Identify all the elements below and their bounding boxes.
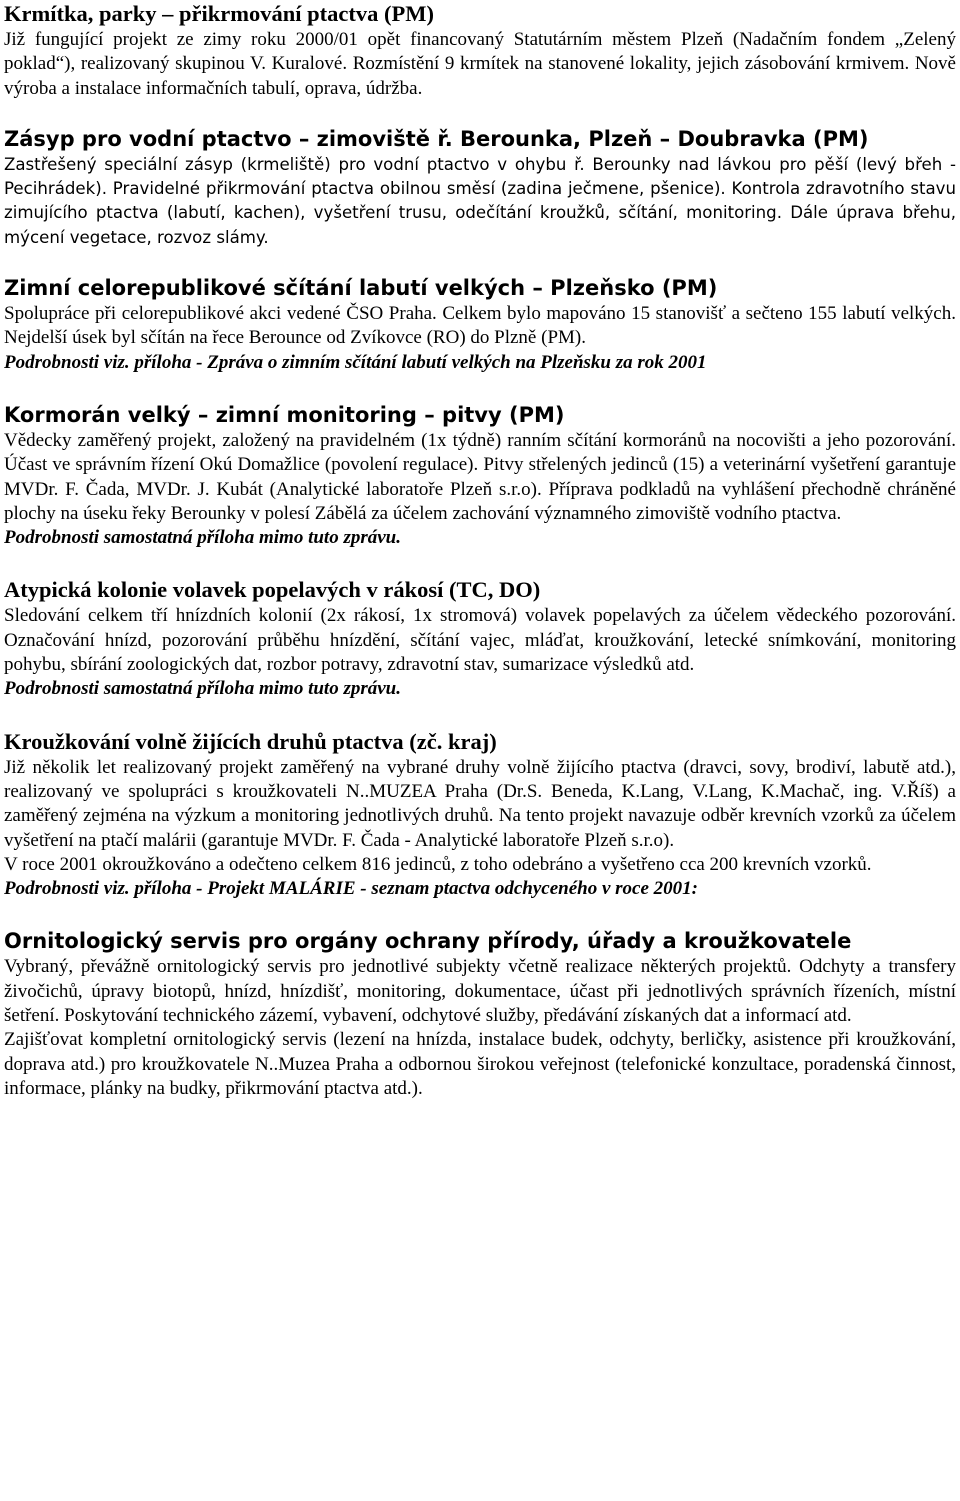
section-heading: Kroužkování volně žijících druhů ptactva (zč. kraj) — [4, 728, 497, 754]
details-note: Podrobnosti viz. příloha - Projekt MALÁRIE - seznam ptactva odchyceného v roce 2001: — [4, 878, 699, 900]
section-paragraph: Sledování celkem tří hnízdních kolonií (2x rákosí, 1x stromová) volavek popelavých za účelem vědeckého pozorování. Označování hnízd, pozorování průběhu hnízdění, sčítání vajec, mláďat, kroužkování, letecké snímkování, monitoring pohybu, sbírání zoologických dat, rozbor potravy, zdravotní stav, sumarizace výsledků atd. — [4, 605, 956, 676]
section-zasyp — [4, 125, 956, 250]
details-note: Podrobnosti samostatná příloha mimo tuto zprávu. — [4, 527, 401, 549]
section-volavky — [4, 576, 956, 701]
section-heading: Atypická kolonie volavek popelavých v rákosí (TC, DO) — [4, 577, 541, 603]
details-note: Podrobnosti viz. příloha - Zpráva o zimním sčítání labutí velkých na Plzeňsku za rok 2001 — [4, 351, 707, 373]
section-scitani-labuti — [4, 274, 956, 375]
section-paragraph: V roce 2001 okroužkováno a odečteno celkem 816 jedinců, z toho odebráno a vyšetřeno cca 200 krevních vzorků. — [4, 853, 872, 875]
section-heading: Zimní celorepublikové sčítání labutí velkých – Plzeňsko (PM) — [4, 276, 718, 301]
section-krouzkovani — [4, 728, 956, 902]
section-paragraph: Spolupráce při celorepublikové akci vedené ČSO Praha. Celkem bylo mapováno 15 stanovišť a sečteno 155 labutí velkých. Nejdelší úsek byl sčítán na řece Berounce od Zvíkovce (RO) do Plzně (PM). — [4, 303, 956, 349]
section-ornitologicky-servis — [4, 927, 956, 1101]
section-heading: Ornitologický servis pro orgány ochrany přírody, úřady a kroužkovatele — [4, 929, 852, 954]
section-paragraph: Zajišťovat kompletní ornitologický servis (lezení na hnízda, instalace budek, odchyty, berličky, asistence při kroužkování, doprava atd.) pro kroužkovatele N..Muzea Praha a odbornou širokou veřejnost (telefonické konzultace, poradenská činnost, informace, plánky na budky, přikrmování ptactva atd.). — [4, 1029, 956, 1099]
section-paragraph: Zastřešený speciální zásyp (krmeliště) pro vodní ptactvo v ohybu ř. Berounky nad lávkou pro pěší (levý břeh - Pecihrádek). Pravidelné přikrmování ptactva obilnou směsí (zadina ječmene, pšenice). Kontrola zdravotního stavu zimujícího ptactva (labutí, kachen), vyšetření trusu, odečítání kroužků, sčítání, monitoring. Dále úprava břehu, mýcení vegetace, rozvoz slámy. — [4, 154, 956, 247]
details-note: Podrobnosti samostatná příloha mimo tuto zprávu. — [4, 678, 401, 700]
section-paragraph: Vybraný, převážně ornitologický servis pro jednotlivé subjekty včetně realizace některých projektů. Odchyty a transfery živočichů, úpravy biotopů, hnízd, hnízdišť, monitoring, dokumentace, účast při jednotlivých správních řízeních, místní šetření. Poskytování technického zázemí, vybavení, odchytové služby, předávání získaných dat a informací atd. — [4, 956, 956, 1027]
section-paragraph: Již fungující projekt ze zimy roku 2000/01 opět financovaný Statutárním městem Plzeň (Nadačním fondem „Zelený poklad“), realizovaný skupinou V. Kuralové. Rozmístění 9 krmítek na stanovené lokality, jejich zásobování krmivem. Nově výroba a instalace informačních tabulí, oprava, údržba. — [4, 29, 956, 99]
section-kormoran — [4, 401, 956, 550]
section-krmitka — [4, 0, 956, 101]
section-heading: Kormorán velký – zimní monitoring – pitvy (PM) — [4, 402, 565, 427]
section-paragraph: Vědecky zaměřený projekt, založený na pravidelném (1x týdně) ranním sčítání kormoránů na nocovišti a jeho pozorování. Účast ve správním řízení Okú Domažlice (povolení regulace). Pitvy střelených jedinců (15) a veterinární vyšetření garantuje MVDr. F. Čada, MVDr. J. Kubát (Analytické laboratoře Plzeň s.r.o). Příprava podkladů na vyhlášení přechodně chráněné plochy na úseku řeky Berounky v polesí Zábělá za účelem zachování významného zimoviště vodního ptactva. — [4, 429, 956, 524]
section-paragraph: Již několik let realizovaný projekt zaměřený na vybrané druhy volně žijícího ptactva (dravci, sovy, brodiví, labutě atd.), realizovaný ve spolupráci s kroužkovateli N..MUZEA Praha (Dr.S. Beneda, K.Lang, V.Lang, K.Machač, ing. V.Říš) a zaměřený zejména na výzkum a monitoring jednotlivých druhů. Na tento projekt navazuje odběr krevních vzorků za účelem vyšetření na ptačí malárii (garantuje MVDr. F. Čada - Analytické laboratoře Plzeň s.r.o). — [4, 756, 956, 851]
section-heading: Krmítka, parky – přikrmování ptactva (PM) — [4, 1, 434, 26]
section-heading: Zásyp pro vodní ptactvo – zimoviště ř. Berounka, Plzeň – Doubravka (PM) — [4, 126, 869, 151]
